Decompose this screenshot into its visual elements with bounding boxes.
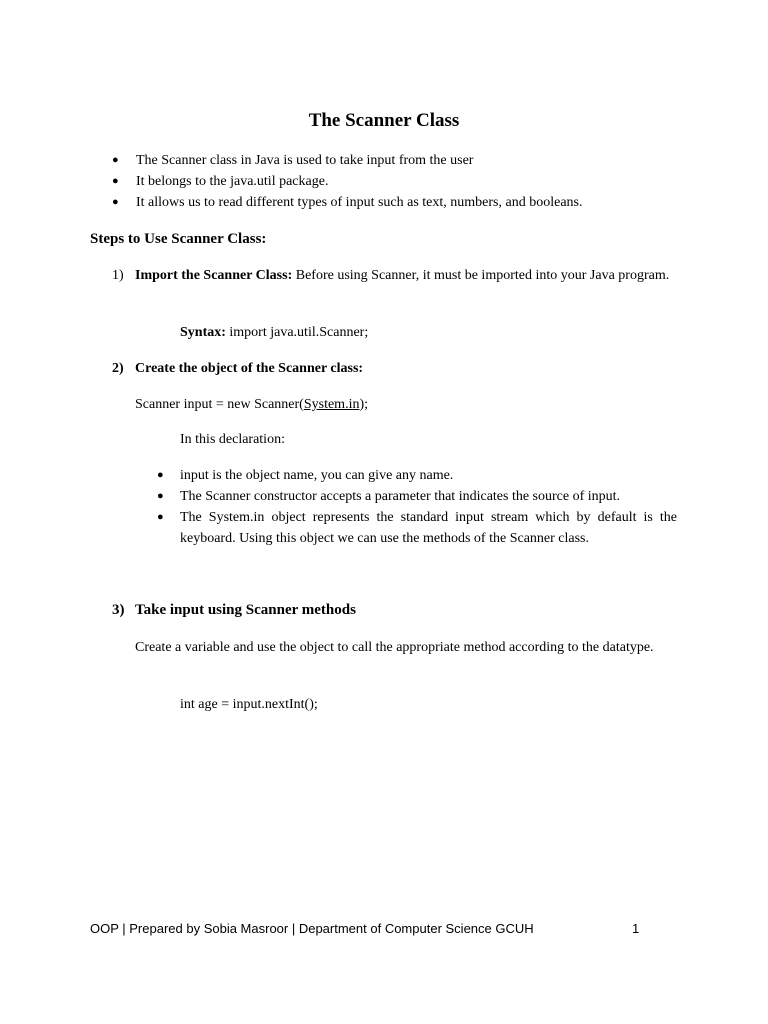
- step3-title: Take input using Scanner methods: [135, 602, 356, 618]
- step-number: 3): [112, 602, 125, 618]
- step3-code: int age = input.nextInt();: [180, 697, 318, 712]
- bullet-icon: ●: [112, 196, 119, 208]
- intro-bullet-item: [112, 171, 692, 192]
- declaration-intro: In this declaration:: [180, 432, 285, 447]
- declaration-bullet-item: [157, 465, 682, 486]
- page-title: The Scanner Class: [308, 110, 460, 131]
- bullet-icon: ●: [157, 511, 164, 523]
- page-number: 1: [632, 921, 640, 936]
- declaration-bullet-text: The System.in object represents the standard input stream which by default is the keyboard. Using this object we can use the methods of the Scanner class.: [180, 510, 677, 546]
- bullet-icon: ●: [112, 154, 119, 166]
- bullet-icon: ●: [157, 490, 164, 502]
- syntax-label: Syntax:: [180, 325, 226, 340]
- step-number: 1): [112, 268, 124, 283]
- declaration-bullet-item: [157, 486, 682, 507]
- declaration-bullet-text: input is the object name, you can give any name.: [180, 468, 454, 483]
- steps-heading: Steps to Use Scanner Class:: [90, 231, 267, 247]
- intro-bullet-item: [112, 150, 692, 171]
- step1-text: Before using Scanner, it must be imported into your Java program.: [292, 268, 670, 283]
- step1-paragraph: [135, 265, 677, 286]
- syntax-code: import java.util.Scanner;: [225, 325, 369, 340]
- step2-title: Create the object of the Scanner class:: [135, 361, 364, 376]
- step1-syntax: [180, 322, 368, 343]
- declaration-bullet-item: [157, 507, 682, 549]
- step-number: 2): [112, 361, 124, 376]
- code-suffix: );: [359, 397, 369, 412]
- intro-bullet-text: The Scanner class in Java is used to take input from the user: [136, 153, 474, 168]
- code-prefix: Scanner input = new Scanner(: [135, 397, 304, 412]
- bullet-icon: ●: [112, 175, 119, 187]
- declaration-bullet-text: The Scanner constructor accepts a parameter that indicates the source of input.: [180, 489, 621, 504]
- footer-text: OOP | Prepared by Sobia Masroor | Department of Computer Science GCUH: [90, 921, 534, 936]
- bullet-icon: ●: [157, 469, 164, 481]
- step3-paragraph: Create a variable and use the object to call the appropriate method according to the datatype.: [135, 640, 654, 655]
- intro-bullet-text: It belongs to the java.util package.: [136, 174, 329, 189]
- step1-bold-lead: Import the Scanner Class:: [135, 268, 293, 283]
- intro-bullet-item: [112, 192, 692, 213]
- system-in-link[interactable]: System.in: [303, 397, 360, 412]
- intro-bullet-text: It allows us to read different types of input such as text, numbers, and booleans.: [136, 195, 583, 210]
- step2-code-line: [135, 394, 677, 415]
